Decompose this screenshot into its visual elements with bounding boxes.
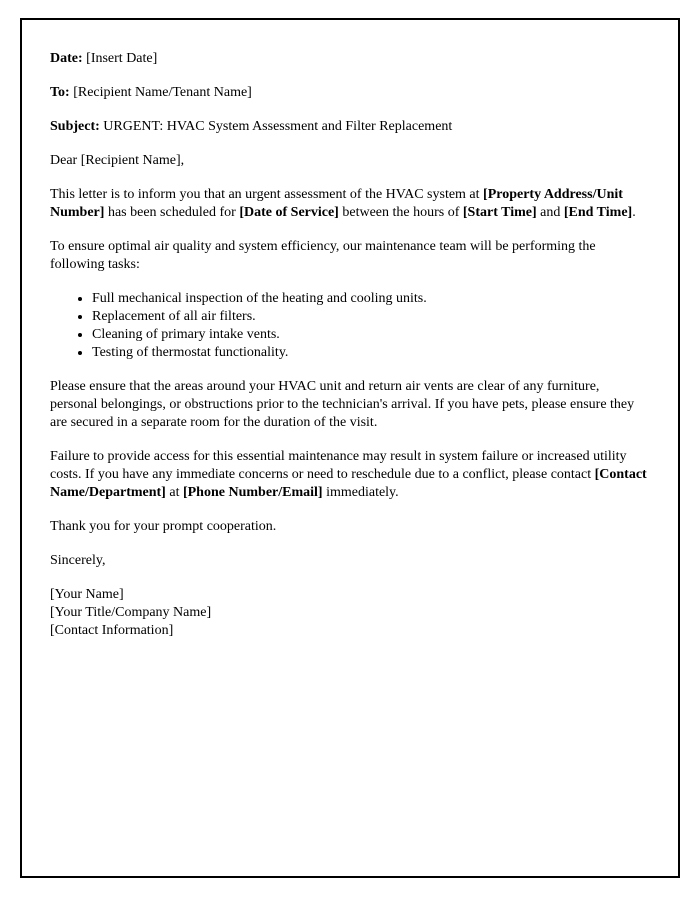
text-segment: [Insert Date] bbox=[82, 51, 158, 66]
text-segment: [Property Address/Unit Number] bbox=[50, 187, 623, 220]
text-segment: at bbox=[165, 485, 183, 500]
text-segment: [Phone Number/Email] bbox=[182, 485, 323, 500]
text-segment: Sincerely, bbox=[50, 553, 106, 568]
text-segment: URGENT: HVAC System Assessment and Filter Replacement bbox=[99, 119, 453, 134]
text-segment: This letter is to inform you that an urgent assessment of the HVAC system at bbox=[50, 187, 484, 202]
text-segment: between the hours of bbox=[338, 205, 463, 220]
closing-line bbox=[50, 552, 650, 570]
task-item: • Replacement of all air filters. bbox=[92, 308, 650, 326]
signature-block bbox=[50, 586, 650, 640]
task-list bbox=[50, 290, 650, 362]
failure-paragraph bbox=[50, 448, 650, 502]
text-segment: Failure to provide access for this essential maintenance may result in system failure or increased utility costs. If you have any immediate concerns or need to reschedule due to a conflict, please contact bbox=[50, 449, 627, 482]
text-segment: [Date of Service] bbox=[239, 205, 339, 220]
text-segment: [Start Time] bbox=[462, 205, 537, 220]
letter-page bbox=[20, 18, 680, 878]
signature-contact-line: [Contact Information] bbox=[50, 623, 174, 638]
text-segment: has been scheduled for bbox=[104, 205, 240, 220]
signature-title-line: [Your Title/Company Name] bbox=[50, 605, 212, 620]
thanks-line bbox=[50, 518, 650, 536]
text-segment: [End Time] bbox=[563, 205, 633, 220]
access-paragraph bbox=[50, 378, 650, 432]
task-item: • Full mechanical inspection of the heating and cooling units. bbox=[92, 290, 650, 308]
task-item: • Testing of thermostat functionality. bbox=[92, 344, 650, 362]
salutation bbox=[50, 152, 650, 170]
text-segment: . bbox=[632, 205, 636, 220]
text-segment: Thank you for your prompt cooperation. bbox=[50, 519, 277, 534]
text-segment: Dear [Recipient Name], bbox=[50, 153, 185, 168]
to-line bbox=[50, 84, 650, 102]
text-segment: Subject: bbox=[50, 119, 100, 134]
text-segment: [Contact Name/Department] bbox=[50, 467, 647, 500]
text-segment: Date: bbox=[50, 51, 83, 66]
text-segment: and bbox=[536, 205, 564, 220]
tasks-intro bbox=[50, 238, 650, 274]
text-segment: immediately. bbox=[322, 485, 399, 500]
text-segment: To: bbox=[50, 85, 70, 100]
text-segment: Please ensure that the areas around your HVAC unit and return air vents are clear of any furniture, personal belongings, or obstructions prior to the technician's arrival. If you have pets, please ensure they are secured in a separate room for the duration of the visit. bbox=[50, 379, 635, 430]
text-segment: To ensure optimal air quality and system efficiency, our maintenance team will be performing the following tasks: bbox=[50, 239, 596, 272]
letter-content bbox=[50, 50, 650, 640]
intro-paragraph bbox=[50, 186, 650, 222]
text-segment: [Recipient Name/Tenant Name] bbox=[69, 85, 252, 100]
signature-name-line: [Your Name] bbox=[50, 587, 124, 602]
date-line bbox=[50, 50, 650, 68]
task-item: • Cleaning of primary intake vents. bbox=[92, 326, 650, 344]
subject-line bbox=[50, 118, 650, 136]
